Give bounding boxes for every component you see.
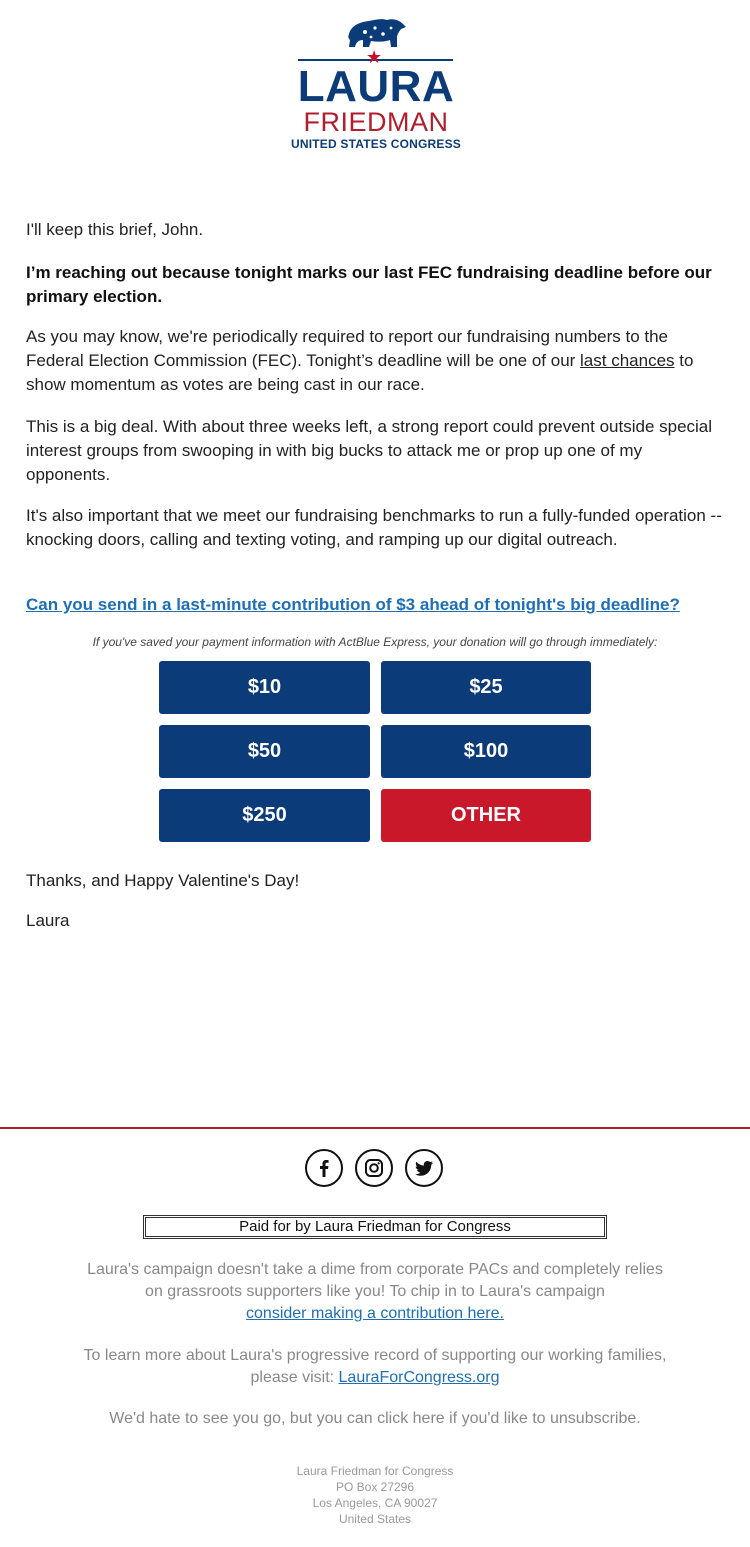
donate-50-button[interactable]: $50 [159,725,370,778]
para1-after: to show momentum as votes are being cast in our race. [26,351,694,394]
grassroots-text: Laura's campaign doesn't take a dime from corporate PACs and completely relies on grassroots supporters like you! To chip in to Laura's campaign [87,1261,663,1300]
signature [26,909,726,933]
facebook-icon[interactable] [305,1149,343,1187]
contribution-link[interactable]: consider making a contribution here. [246,1305,504,1322]
grassroots-paragraph [80,1259,670,1325]
donate-100-button[interactable]: $100 [381,725,591,778]
closing [26,869,726,893]
closing-text: Thanks, and Happy Valentine's Day! [26,871,300,890]
donate-10-button[interactable]: $10 [159,661,370,714]
greeting-text: I'll keep this brief, John. [26,220,204,239]
twitter-icon[interactable] [405,1149,443,1187]
star-icon: ★ [366,47,383,67]
learn-more-text: To learn more about Laura's progressive record of supporting our working families, please visit: [83,1347,667,1386]
paid-for-disclaimer: Paid for by Laura Friedman for Congress [143,1215,607,1239]
last-chances-link[interactable]: last chances [580,351,675,370]
paragraph-big-deal [26,415,726,487]
footer-divider [0,1127,750,1129]
mailing-address [0,1463,750,1527]
para1-before: As you may know, we're periodically required to report our fundraising numbers to the Federal Election Commission (FEC). Tonight’s deadline will be one of our [26,327,669,370]
signature-text: Laura [26,911,70,930]
campaign-logo[interactable] [290,14,462,154]
logo-last-name: FRIEDMAN [303,107,449,137]
logo-subtitle: UNITED STATES CONGRESS [291,137,461,151]
donate-250-button[interactable]: $250 [159,789,370,842]
address-line: Laura Friedman for Congress [296,1464,454,1478]
intro-text: I’m reaching out because tonight marks our last FEC fundraising deadline before our primary election. [26,263,712,306]
para2-text: This is a big deal. With about three weeks left, a strong report could prevent outside special interest groups from swooping in with big bucks to attack me or prop up one of my opponents. [26,417,713,484]
logo-first-name: LAURA [297,62,455,111]
learn-more-paragraph [80,1345,670,1389]
para3-text: It's also important that we meet our fundraising benchmarks to run a fully-funded operation -- knocking doors, calling and texting voting, and ramping up our digital outreach. [26,506,722,549]
address-line: United States [338,1512,412,1526]
actblue-express-note: If you've saved your payment information with ActBlue Express, your donation will go through immediately: [92,635,658,649]
paragraph-benchmarks [26,504,726,552]
instagram-icon[interactable] [355,1149,393,1187]
intro-paragraph [26,261,726,309]
address-line: Los Angeles, CA 90027 [312,1496,438,1510]
paragraph-fec [26,325,726,397]
website-link[interactable]: LauraForCongress.org [338,1369,500,1386]
donate-other-button[interactable]: OTHER [381,789,591,842]
donate-25-button[interactable]: $25 [381,661,591,714]
bear-icon [345,14,407,50]
address-line: PO Box 27296 [335,1480,415,1494]
greeting [26,218,726,242]
unsubscribe-text[interactable]: We'd hate to see you go, but you can click here if you'd like to unsubscribe. [109,1410,641,1427]
contribution-cta-link[interactable]: Can you send in a last-minute contribution of $3 ahead of tonight's big deadline? [26,595,680,614]
